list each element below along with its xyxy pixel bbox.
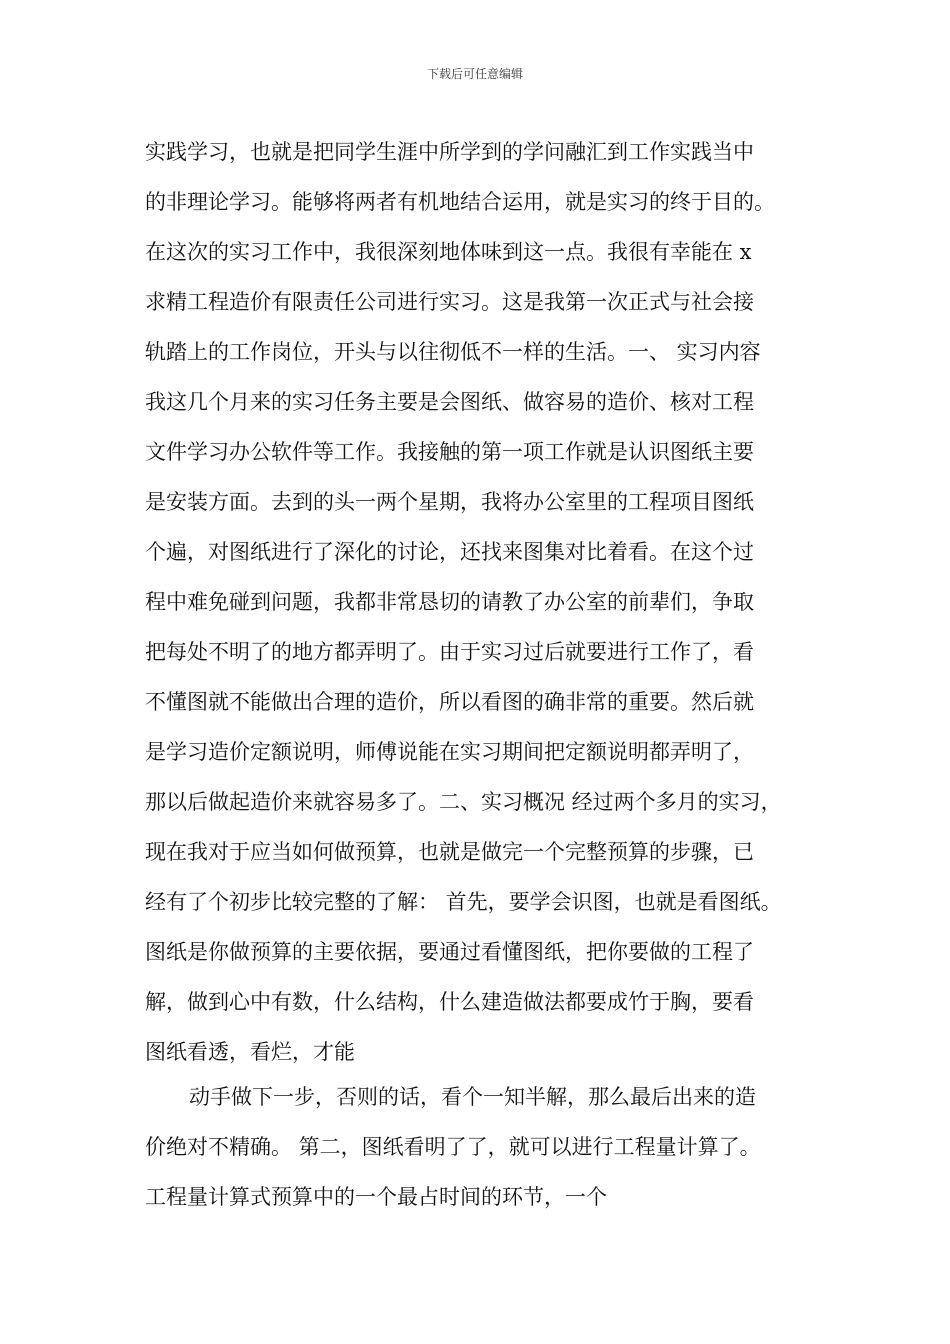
text-line: 轨踏上的工作岗位，开头与以往彻低不一样的生活。一、 实习内容 <box>145 340 761 364</box>
text-line: 个遍，对图纸进行了深化的讨论，还找来图集对比着看。在这个过 <box>145 540 754 564</box>
text-line: 把每处不明了的地方都弄明了。由于实习过后就要进行工作了，看 <box>145 640 754 664</box>
text-line: 在这次的实习工作中，我很深刻地体味到这一点。我很有幸能在 x <box>145 240 752 264</box>
text-line: 不懂图就不能做出合理的造价，所以看图的确非常的重要。然后就 <box>145 690 754 714</box>
text-line: 程中难免碰到问题，我都非常恳切的请教了办公室的前辈们，争取 <box>145 590 754 614</box>
text-line: 求精工程造价有限责任公司进行实习。这是我第一次正式与社会接 <box>145 290 754 314</box>
text-line: 文件学习办公软件等工作。我接触的第一项工作就是认识图纸主要 <box>145 440 754 464</box>
text-line: 是安装方面。去到的头一两个星期，我将办公室里的工程项目图纸 <box>145 490 754 514</box>
text-line: 工程量计算式预算中的一个最占时间的环节，一个 <box>145 1185 607 1209</box>
text-line: 我这几个月来的实习任务主要是会图纸、做容易的造价、核对工程 <box>145 390 754 414</box>
text-line: 实践学习，也就是把同学生涯中所学到的学问融汇到工作实践当中 <box>145 140 754 164</box>
text-line: 解，做到心中有数，什么结构，什么建造做法都要成竹于胸，要看 <box>145 990 754 1014</box>
page-header: 下载后可任意编辑 <box>426 67 523 81</box>
text-line: 动手做下一步，否则的话，看个一知半解，那么最后出来的造 <box>189 1085 756 1109</box>
text-line: 价绝对不精确。 第二，图纸看明了了，就可以进行工程量计算了。 <box>145 1135 761 1159</box>
text-line: 的非理论学习。能够将两者有机地结合运用，就是实习的终于目的。 <box>145 190 775 214</box>
text-line: 图纸是你做预算的主要依据，要通过看懂图纸，把你要做的工程了 <box>145 940 754 964</box>
paragraph-2 <box>145 1072 835 1222</box>
text-line: 经有了个初步比较完整的了解： 首先，要学会识图，也就是看图纸。 <box>145 890 782 914</box>
paragraph-1 <box>145 127 835 1077</box>
text-line: 那以后做起造价来就容易多了。二、实习概况 经过两个多月的实习， <box>145 790 782 814</box>
text-line: 图纸看透，看烂，才能 <box>145 1040 355 1064</box>
text-line: 是学习造价定额说明，师傅说能在实习期间把定额说明都弄明了， <box>145 740 754 764</box>
text-line: 现在我对于应当如何做预算，也就是做完一个完整预算的步骤，已 <box>145 840 754 864</box>
